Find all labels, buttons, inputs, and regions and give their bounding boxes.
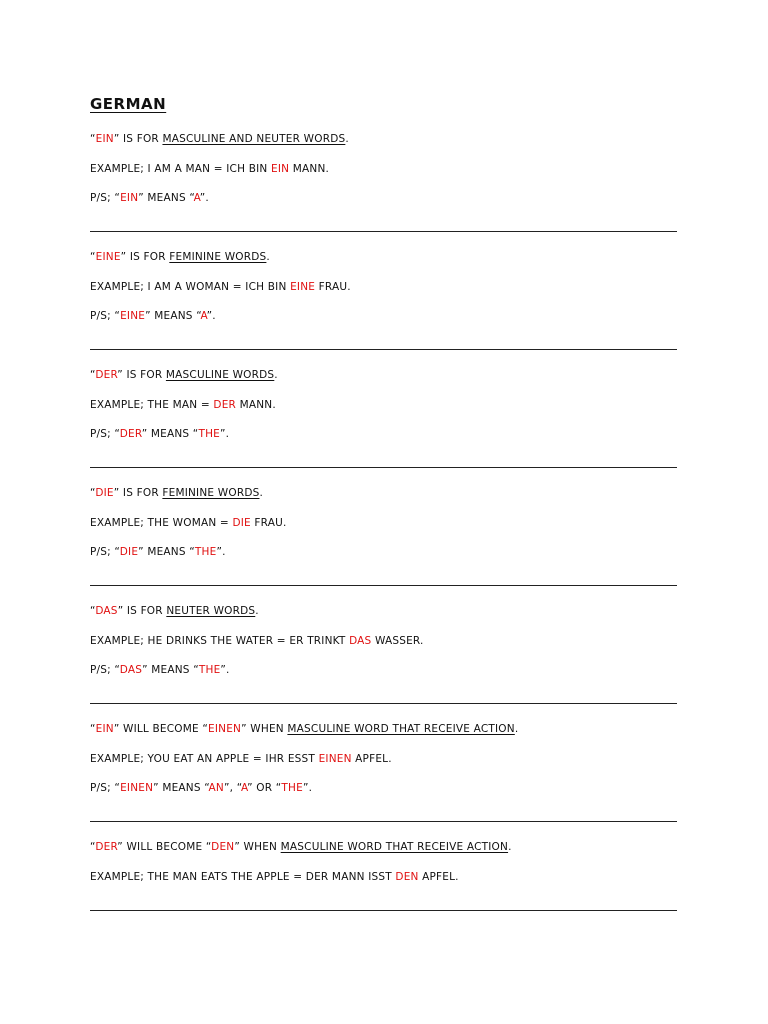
highlight-word: A (193, 192, 200, 204)
section-divider (90, 467, 677, 468)
text-segment: ” MEANS “ (138, 546, 195, 558)
highlight-word: EINE (290, 281, 316, 293)
example-line (90, 752, 392, 766)
highlight-word: A (200, 310, 207, 322)
highlight-word: AN (208, 782, 224, 794)
highlight-word: DEN (395, 871, 419, 883)
text-segment: MANN. (236, 399, 276, 411)
text-segment: ” IS FOR (113, 487, 163, 499)
underlined-term: NEUTER WORDS (166, 605, 256, 617)
text-segment: P/S; “ (90, 428, 120, 440)
text-segment: ” MEANS “ (142, 664, 199, 676)
text-segment: ” IS FOR (120, 251, 170, 263)
highlight-word: DEN (211, 841, 235, 853)
section-divider (90, 349, 677, 350)
text-segment: APFEL. (418, 871, 459, 883)
underlined-term: FEMININE WORDS (169, 251, 267, 263)
text-segment: ” IS FOR (117, 605, 167, 617)
text-segment: P/S; “ (90, 664, 120, 676)
text-segment: ” WILL BECOME “ (117, 841, 212, 853)
text-segment: ”. (302, 782, 313, 794)
example-line (90, 280, 351, 294)
highlight-word: DER (95, 369, 118, 381)
highlight-word: DAS (95, 605, 118, 617)
highlight-word: EINE (95, 251, 121, 263)
text-segment: APFEL. (351, 753, 392, 765)
underlined-term: MASCULINE WORDS (165, 369, 275, 381)
highlight-word: DIE (95, 487, 114, 499)
highlight-word: THE (281, 782, 303, 794)
text-segment: ” WILL BECOME “ (113, 723, 209, 735)
note-line (90, 309, 216, 323)
underlined-term: MASCULINE WORD THAT RECEIVE ACTION (287, 723, 515, 735)
text-segment: ” WHEN (234, 841, 281, 853)
note-line (90, 427, 229, 441)
highlight-word: A (241, 782, 248, 794)
highlight-word: DER (119, 428, 142, 440)
example-line (90, 634, 424, 648)
text-segment: “ (90, 251, 96, 263)
rule-statement (90, 840, 512, 854)
text-segment: ” WHEN (241, 723, 288, 735)
text-segment: ”. (220, 664, 230, 676)
highlight-word: EIN (120, 192, 139, 204)
text-segment: WASSER. (371, 635, 424, 647)
text-segment: “ (90, 369, 96, 381)
section-divider (90, 703, 677, 704)
text-segment: ”. (199, 192, 209, 204)
underlined-term: MASCULINE WORD THAT RECEIVE ACTION (280, 841, 509, 853)
note-line (90, 663, 230, 677)
rule-statement (90, 132, 349, 146)
highlight-word: EIN (95, 723, 114, 735)
highlight-word: EINEN (120, 782, 154, 794)
note-line (90, 191, 209, 205)
text-segment: ” MEANS “ (145, 310, 201, 322)
highlight-word: EINEN (208, 723, 242, 735)
highlight-word: EIN (95, 133, 114, 145)
highlight-word: DAS (119, 664, 143, 676)
text-segment: EXAMPLE; HE DRINKS THE WATER = ER TRINKT (90, 635, 350, 647)
text-segment: “ (90, 133, 96, 145)
rule-statement (90, 486, 263, 500)
section-divider (90, 910, 677, 911)
text-segment: . (345, 133, 349, 145)
text-segment: . (255, 605, 259, 617)
rule-statement (90, 368, 278, 382)
page-title: GERMAN (90, 95, 167, 113)
text-segment: ” MEANS “ (153, 782, 209, 794)
highlight-word: THE (198, 428, 220, 440)
highlight-word: DER (95, 841, 118, 853)
note-line (90, 545, 226, 559)
text-segment: “ (90, 605, 96, 617)
text-segment: FRAU. (315, 281, 351, 293)
highlight-word: THE (198, 664, 221, 676)
example-line (90, 516, 287, 530)
text-segment: ”. (206, 310, 216, 322)
text-segment: EXAMPLE; THE WOMAN = (90, 517, 233, 529)
text-segment: FRAU. (250, 517, 287, 529)
text-segment: ”, “ (223, 782, 241, 794)
text-segment: . (259, 487, 264, 499)
highlight-word: EINE (120, 310, 146, 322)
highlight-word: DAS (349, 635, 372, 647)
rule-statement (90, 722, 518, 736)
text-segment: ”. (216, 546, 226, 558)
section-divider (90, 231, 677, 232)
text-segment: ” OR “ (247, 782, 282, 794)
text-segment: EXAMPLE; I AM A WOMAN = ICH BIN (90, 281, 291, 293)
text-segment: ” IS FOR (117, 369, 166, 381)
text-segment: P/S; “ (90, 782, 121, 794)
rule-statement (90, 250, 270, 264)
highlight-word: DER (213, 399, 237, 411)
text-segment: . (508, 841, 512, 853)
rule-statement (90, 604, 259, 618)
text-segment: ” IS FOR (113, 133, 163, 145)
text-segment: ” MEANS “ (138, 192, 194, 204)
text-segment: . (266, 251, 270, 263)
example-line (90, 398, 276, 412)
text-segment: MANN. (289, 163, 330, 175)
text-segment: P/S; “ (90, 310, 121, 322)
highlight-word: THE (194, 546, 217, 558)
note-line (90, 781, 312, 795)
example-line (90, 162, 329, 176)
text-segment: P/S; “ (90, 192, 121, 204)
underlined-term: MASCULINE AND NEUTER WORDS (162, 133, 346, 145)
text-segment: ”. (220, 428, 230, 440)
text-segment: . (274, 369, 278, 381)
highlight-word: EINEN (318, 753, 352, 765)
text-segment: ” MEANS “ (141, 428, 199, 440)
text-segment: EXAMPLE; YOU EAT AN APPLE = IHR ESST (90, 753, 319, 765)
highlight-word: DIE (232, 517, 251, 529)
text-segment: . (514, 723, 519, 735)
text-segment: EXAMPLE; THE MAN = (90, 399, 214, 411)
highlight-word: EIN (271, 163, 290, 175)
text-segment: “ (90, 723, 96, 735)
section-divider (90, 585, 677, 586)
text-segment: EXAMPLE; THE MAN EATS THE APPLE = DER MANN ISST (90, 871, 396, 883)
highlight-word: DIE (119, 546, 139, 558)
text-segment: “ (90, 487, 96, 499)
underlined-term: FEMININE WORDS (162, 487, 260, 499)
text-segment: EXAMPLE; I AM A MAN = ICH BIN (90, 163, 272, 175)
example-line (90, 870, 459, 884)
text-segment: P/S; “ (90, 546, 120, 558)
text-segment: “ (90, 841, 96, 853)
section-divider (90, 821, 677, 822)
